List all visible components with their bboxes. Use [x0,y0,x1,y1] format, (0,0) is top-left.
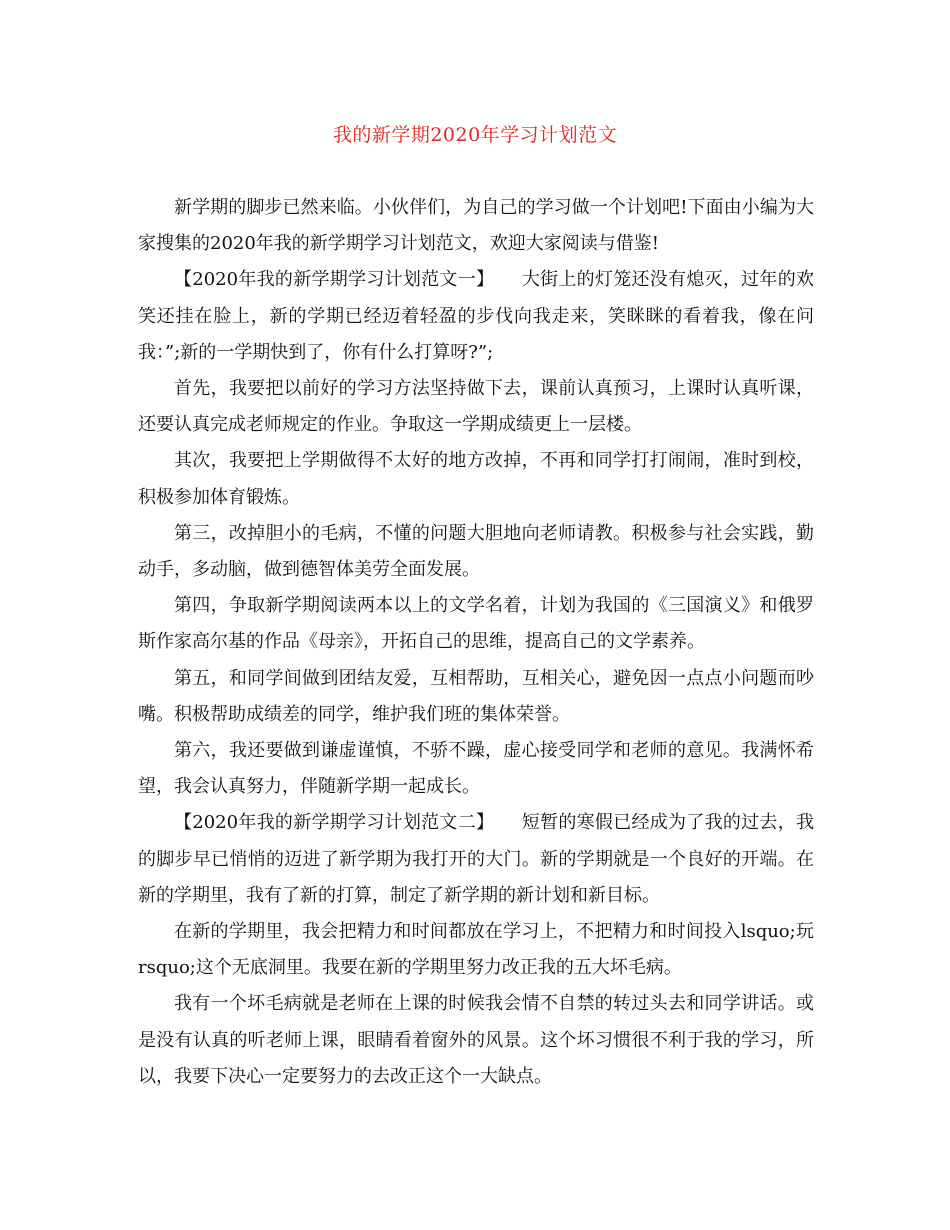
paragraph: 第四，争取新学期阅读两本以上的文学名着，计划为我国的《三国演义》和俄罗斯作家高尔基的作品《母亲》，开拓自己的思维，提高自己的文学素养。 [138,595,814,653]
paragraph: 其次，我要把上学期做得不太好的地方改掉，不再和同学打打闹闹，准时到校，积极参加体育锻炼。 [138,450,814,508]
paragraph: 在新的学期里，我会把精力和时间都放在学习上，不把精力和时间投入lsquo;玩rsquo;这个无底洞里。我要在新的学期里努力改正我的五大坏毛病。 [138,921,814,979]
paragraph: 新学期的脚步已然来临。小伙伴们，为自己的学习做一个计划吧!下面由小编为大家搜集的2020年我的新学期学习计划范文，欢迎大家阅读与借鉴! [138,197,814,255]
paragraph: 第五，和同学间做到团结友爱，互相帮助，互相关心，避免因一点点小问题而吵嘴。积极帮助成绩差的同学，维护我们班的集体荣誉。 [138,667,814,725]
document-body [138,190,814,1095]
paragraph: 【2020年我的新学期学习计划范文二】 短暂的寒假已经成为了我的过去，我的脚步早已悄悄的迈进了新学期为我打开的大门。新的学期就是一个良好的开端。在新的学期里，我有了新的打算，制定了新学期的新计划和新目标。 [138,812,814,906]
paragraph: 第三，改掉胆小的毛病，不懂的问题大胆地向老师请教。积极参与社会实践，勤动手，多动脑，做到德智体美劳全面发展。 [138,522,814,581]
paragraph: 【2020年我的新学期学习计划范文一】 大街上的灯笼还没有熄灭，过年的欢笑还挂在脸上，新的学期已经迈着轻盈的步伐向我走来，笑眯眯的看着我，像在问我：”;新的一学期快到了，你有什么打算呀?”; [138,269,814,363]
paragraph: 我有一个坏毛病就是老师在上课的时候我会情不自禁的转过头去和同学讲话。或是没有认真的听老师上课，眼睛看着窗外的风景。这个坏习惯很不利于我的学习，所以，我要下决心一定要努力的去改正这个一大缺点。 [138,993,814,1087]
paragraph: 首先，我要把以前好的学习方法坚持做下去，课前认真预习，上课时认真听课，还要认真完成老师规定的作业。争取这一学期成绩更上一层楼。 [138,378,814,436]
page-title: 我的新学期2020年学习计划范文 [332,124,618,146]
paragraph: 第六，我还要做到谦虚谨慎，不骄不躁，虚心接受同学和老师的意见。我满怀希望，我会认真努力，伴随新学期一起成长。 [138,740,814,798]
